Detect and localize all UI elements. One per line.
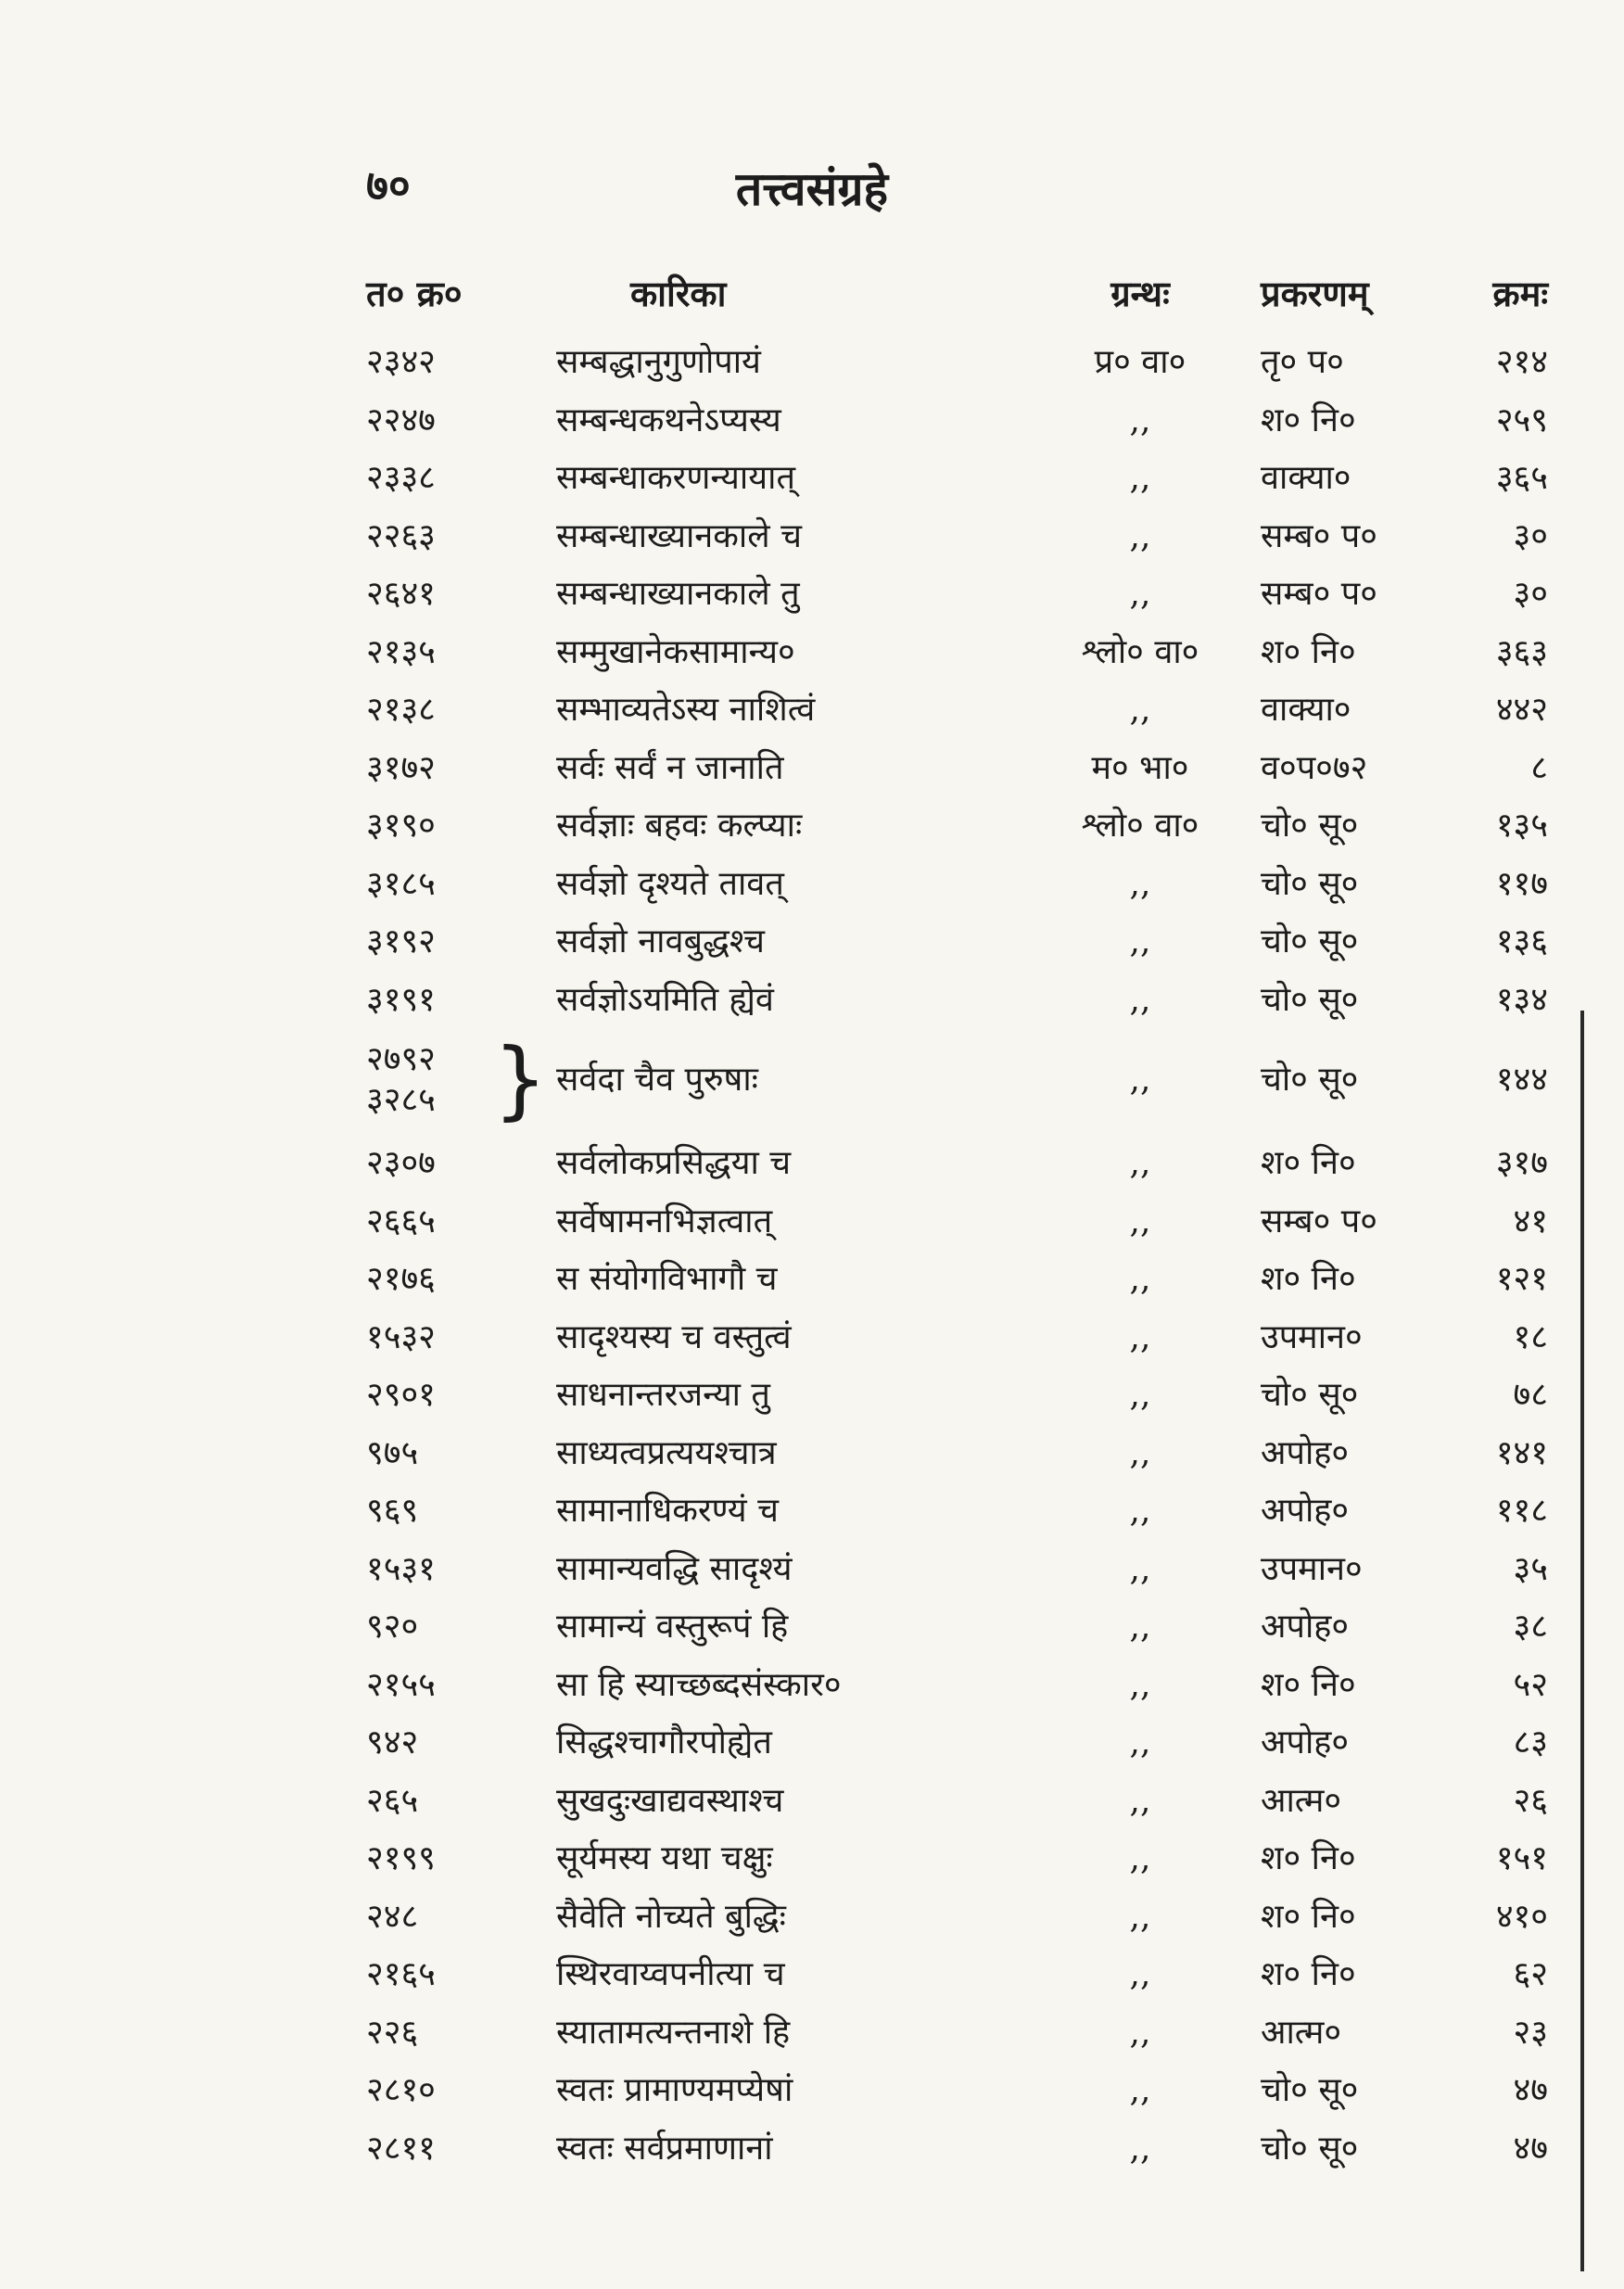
row-prakarana: वाक्या० bbox=[1261, 459, 1351, 497]
row-krama: ३१७ bbox=[1495, 1144, 1548, 1182]
table-row bbox=[0, 797, 1624, 855]
row-grantha: ,, bbox=[1129, 1061, 1151, 1099]
row-karika: सामानाधिकरण्यं च bbox=[556, 1492, 779, 1530]
row-prakarana: आत्म० bbox=[1261, 2013, 1342, 2052]
row-grantha: ,, bbox=[1129, 516, 1151, 555]
row-grantha: प्र० वा० bbox=[1094, 343, 1186, 381]
row-krama: २५९ bbox=[1495, 401, 1548, 439]
table-row bbox=[0, 392, 1624, 450]
row-number: २१९९ bbox=[366, 1839, 436, 1877]
row-karika: सम्बद्धानुगुणोपायं bbox=[556, 343, 761, 381]
table-row bbox=[0, 566, 1624, 623]
table-row bbox=[0, 913, 1624, 971]
row-number: ३१९२ bbox=[366, 922, 436, 960]
row-grantha: ,, bbox=[1129, 2129, 1151, 2168]
row-karika: सम्मुखानेकसामान्य० bbox=[556, 632, 795, 671]
row-number: ९६९ bbox=[366, 1492, 419, 1530]
row-grantha: ,, bbox=[1129, 1376, 1151, 1414]
row-number: २९०१ bbox=[366, 1376, 436, 1414]
header-prakarana: प्रकरणम् bbox=[1261, 273, 1369, 314]
table-row bbox=[0, 1482, 1624, 1540]
row-karika: सामान्यं वस्तुरूपं हि bbox=[556, 1608, 789, 1646]
row-karika: सम्बन्धाख्यानकाले तु bbox=[556, 575, 800, 613]
row-grantha: श्लो० वा० bbox=[1081, 807, 1199, 845]
row-prakarana: चो० सू० bbox=[1261, 2071, 1359, 2109]
table-row bbox=[0, 1830, 1624, 1888]
row-prakarana: चो० सू० bbox=[1261, 922, 1359, 960]
table-row bbox=[0, 2004, 1624, 2062]
row-grantha: ,, bbox=[1129, 1955, 1151, 1993]
row-number: २१५५ bbox=[366, 1665, 436, 1704]
row-number: २२६३ bbox=[366, 516, 436, 555]
row-number: २१६५ bbox=[366, 1955, 436, 1993]
table-row bbox=[0, 1657, 1624, 1714]
row-prakarana: श० नि० bbox=[1261, 401, 1356, 439]
row-karika: सम्बन्धाख्यानकाले च bbox=[556, 516, 802, 555]
row-prakarana: चो० सू० bbox=[1261, 807, 1359, 845]
table-row bbox=[0, 2062, 1624, 2119]
row-number: ३१९० bbox=[366, 807, 436, 845]
row-number: २३३८ bbox=[366, 459, 436, 497]
row-karika: सर्वज्ञो नावबुद्धश्च bbox=[556, 922, 765, 960]
row-grantha: म० भा० bbox=[1091, 748, 1189, 787]
row-karika: स्वतः सर्वप्रमाणानां bbox=[556, 2129, 773, 2168]
row-prakarana: उपमान० bbox=[1261, 1317, 1363, 1356]
table-row bbox=[0, 1946, 1624, 2003]
table-row bbox=[0, 1888, 1624, 1946]
row-number: २२६ bbox=[366, 2013, 419, 2052]
table-row bbox=[0, 624, 1624, 681]
row-grantha: ,, bbox=[1129, 864, 1151, 903]
row-number: २८१० bbox=[366, 2071, 436, 2109]
row-prakarana: उपमान० bbox=[1261, 1549, 1363, 1588]
row-karika: स्थिरवाय्वपनीत्या च bbox=[556, 1955, 785, 1993]
row-number: २२४७ bbox=[366, 401, 436, 439]
row-krama: १८ bbox=[1513, 1317, 1548, 1356]
row-krama: ११७ bbox=[1495, 864, 1548, 903]
row-krama: ४१० bbox=[1495, 1897, 1548, 1936]
row-krama: ३६५ bbox=[1495, 459, 1548, 497]
row-karika: सर्वज्ञोऽयमिति ह्येवं bbox=[556, 980, 774, 1019]
row-prakarana: श० नि० bbox=[1261, 1260, 1356, 1298]
table-row bbox=[0, 1541, 1624, 1598]
row-prakarana: तृ० प० bbox=[1261, 343, 1344, 381]
row-krama: १३४ bbox=[1495, 980, 1548, 1019]
row-krama: १४१ bbox=[1495, 1433, 1548, 1472]
table-row bbox=[0, 1773, 1624, 1830]
table-row bbox=[0, 856, 1624, 913]
row-number: २६४१ bbox=[366, 575, 436, 613]
header-grantha: ग्रन्थः bbox=[1110, 273, 1170, 314]
row-krama: २३ bbox=[1513, 2013, 1548, 2052]
table-header bbox=[0, 269, 1624, 324]
table-row bbox=[0, 1309, 1624, 1367]
row-karika: स्वतः प्रामाण्यमप्येषां bbox=[556, 2071, 793, 2109]
table-row bbox=[0, 1598, 1624, 1656]
row-prakarana: चो० सू० bbox=[1261, 864, 1359, 903]
row-prakarana: चो० सू० bbox=[1261, 1376, 1359, 1414]
row-krama: ४४२ bbox=[1495, 691, 1548, 729]
row-karika: साधनान्तरजन्या तु bbox=[556, 1376, 770, 1414]
row-krama: ४१ bbox=[1513, 1202, 1548, 1240]
row-karika: सर्वः सर्वं न जानाति bbox=[556, 748, 784, 787]
row-grantha: ,, bbox=[1129, 922, 1151, 960]
row-prakarana: अपोह० bbox=[1261, 1723, 1350, 1761]
table-row bbox=[0, 1135, 1624, 1192]
row-krama: ८ bbox=[1530, 748, 1548, 787]
row-number: ९४२ bbox=[366, 1723, 419, 1761]
row-karika: सर्वज्ञो दृश्यते तावत् bbox=[556, 864, 784, 903]
table-row bbox=[0, 681, 1624, 739]
row-prakarana: व०प०७२ bbox=[1261, 748, 1368, 787]
row-prakarana: सम्ब० प० bbox=[1261, 1202, 1377, 1240]
row-grantha: ,, bbox=[1129, 1665, 1151, 1704]
row-karika: सिद्धश्चागौरपोह्येत bbox=[556, 1723, 772, 1761]
row-prakarana: चो० सू० bbox=[1261, 980, 1359, 1019]
table-row bbox=[0, 1251, 1624, 1308]
row-number: २१३८ bbox=[366, 691, 436, 729]
header-karika: कारिका bbox=[630, 273, 727, 314]
row-prakarana: श० नि० bbox=[1261, 1839, 1356, 1877]
row-krama: ८३ bbox=[1513, 1723, 1548, 1761]
row-number bbox=[366, 1029, 514, 1121]
row-karika: सर्वलोकप्रसिद्धया च bbox=[556, 1144, 792, 1182]
row-karika: स संयोगविभागौ च bbox=[556, 1260, 778, 1298]
row-krama: १३५ bbox=[1495, 807, 1548, 845]
table-row bbox=[0, 1714, 1624, 1772]
row-grantha: ,, bbox=[1129, 2071, 1151, 2109]
row-grantha: ,, bbox=[1129, 1839, 1151, 1877]
row-prakarana: श० नि० bbox=[1261, 1955, 1356, 1993]
row-krama: ४७ bbox=[1513, 2129, 1548, 2168]
row-number: २६५ bbox=[366, 1781, 419, 1820]
row-grantha: ,, bbox=[1129, 575, 1151, 613]
row-karika: स्यातामत्यन्तनाशे हि bbox=[556, 2013, 791, 2052]
row-grantha: ,, bbox=[1129, 691, 1151, 729]
table-row bbox=[0, 1425, 1624, 1482]
row-number: १५३१ bbox=[366, 1549, 436, 1588]
row-number-second: ३२८५ bbox=[366, 1081, 436, 1119]
row-grantha: ,, bbox=[1129, 1260, 1151, 1298]
table-row bbox=[0, 1029, 1624, 1131]
row-prakarana: श० नि० bbox=[1261, 632, 1356, 671]
row-grantha: ,, bbox=[1129, 1202, 1151, 1240]
header-number: त० क्र० bbox=[366, 273, 463, 314]
row-krama: ७८ bbox=[1513, 1376, 1548, 1414]
table-row bbox=[0, 1193, 1624, 1251]
row-grantha: श्लो० वा० bbox=[1081, 632, 1199, 671]
row-krama: ११८ bbox=[1495, 1492, 1548, 1530]
row-krama: १३६ bbox=[1495, 922, 1548, 960]
table-row bbox=[0, 1367, 1624, 1424]
row-prakarana: श० नि० bbox=[1261, 1897, 1356, 1936]
page-number: ७० bbox=[366, 160, 411, 210]
row-krama: ३५ bbox=[1513, 1549, 1548, 1588]
row-number: ९७५ bbox=[366, 1433, 419, 1472]
row-karika: सम्बन्धाकरणन्यायात् bbox=[556, 459, 795, 497]
row-prakarana: चो० सू० bbox=[1261, 2129, 1359, 2168]
row-number: २४८ bbox=[366, 1897, 419, 1936]
brace-icon: } bbox=[493, 1030, 548, 1129]
row-karika: सम्बन्धकथनेऽप्यस्य bbox=[556, 401, 781, 439]
row-prakarana: आत्म० bbox=[1261, 1781, 1342, 1820]
row-prakarana: अपोह० bbox=[1261, 1433, 1350, 1472]
row-grantha: ,, bbox=[1129, 1492, 1151, 1530]
row-krama: ३० bbox=[1513, 575, 1548, 613]
row-karika: सा हि स्याच्छब्दसंस्कार० bbox=[556, 1665, 842, 1704]
row-number: १५३२ bbox=[366, 1317, 436, 1356]
row-number: ३१९१ bbox=[366, 980, 436, 1019]
row-number: २६६५ bbox=[366, 1202, 436, 1240]
table-row bbox=[0, 450, 1624, 507]
row-krama: ६२ bbox=[1513, 1955, 1548, 1993]
row-krama: ५२ bbox=[1513, 1665, 1548, 1704]
row-number: ३१७२ bbox=[366, 748, 436, 787]
row-grantha: ,, bbox=[1129, 1317, 1151, 1356]
row-krama: १२१ bbox=[1495, 1260, 1548, 1298]
row-grantha: ,, bbox=[1129, 2013, 1151, 2052]
row-karika: साध्यत्वप्रत्ययश्चात्र bbox=[556, 1433, 777, 1472]
row-number: २१७६ bbox=[366, 1260, 436, 1298]
table-row bbox=[0, 334, 1624, 391]
page-title: तत्त्वसंग्रहे bbox=[735, 161, 889, 216]
row-krama: ३० bbox=[1513, 516, 1548, 555]
row-grantha: ,, bbox=[1129, 1897, 1151, 1936]
table-row bbox=[0, 508, 1624, 566]
row-grantha: ,, bbox=[1129, 401, 1151, 439]
row-number: २८११ bbox=[366, 2129, 436, 2168]
row-karika: सम्भाव्यतेऽस्य नाशित्वं bbox=[556, 691, 816, 729]
row-karika: सर्वदा चैव पुरुषाः bbox=[556, 1061, 758, 1099]
row-number: २३४२ bbox=[366, 343, 436, 381]
row-grantha: ,, bbox=[1129, 1608, 1151, 1646]
row-prakarana: सम्ब० प० bbox=[1261, 516, 1377, 555]
row-karika: सूर्यमस्य यथा चक्षुः bbox=[556, 1839, 773, 1877]
row-krama: २१४ bbox=[1495, 343, 1548, 381]
row-number: २३०७ bbox=[366, 1144, 436, 1182]
row-karika: सर्वेषामनभिज्ञत्वात् bbox=[556, 1202, 773, 1240]
row-prakarana: चो० सू० bbox=[1261, 1061, 1359, 1099]
row-karika: सर्वज्ञाः बहवः कल्प्याः bbox=[556, 807, 803, 845]
row-krama: २६ bbox=[1513, 1781, 1548, 1820]
row-number: ३१८५ bbox=[366, 864, 436, 903]
margin-line bbox=[1580, 1011, 1584, 2271]
row-number: ९२० bbox=[366, 1608, 419, 1646]
row-prakarana: वाक्या० bbox=[1261, 691, 1351, 729]
row-prakarana: श० नि० bbox=[1261, 1665, 1356, 1704]
row-prakarana: सम्ब० प० bbox=[1261, 575, 1377, 613]
row-karika: सादृश्यस्य च वस्तुत्वं bbox=[556, 1317, 792, 1356]
row-karika: सैवेति नोच्यते बुद्धिः bbox=[556, 1897, 786, 1936]
row-krama: १५१ bbox=[1495, 1839, 1548, 1877]
row-grantha: ,, bbox=[1129, 1144, 1151, 1182]
row-grantha: ,, bbox=[1129, 1781, 1151, 1820]
row-krama: ३८ bbox=[1513, 1608, 1548, 1646]
row-number: २१३५ bbox=[366, 632, 436, 671]
row-prakarana: अपोह० bbox=[1261, 1492, 1350, 1530]
row-number-first: २७९२ bbox=[366, 1040, 436, 1078]
row-grantha: ,, bbox=[1129, 1549, 1151, 1588]
row-krama: १४४ bbox=[1495, 1061, 1548, 1099]
row-krama: ४७ bbox=[1513, 2071, 1548, 2109]
row-grantha: ,, bbox=[1129, 980, 1151, 1019]
header-krama: क्रमः bbox=[1492, 273, 1548, 314]
row-prakarana: श० नि० bbox=[1261, 1144, 1356, 1182]
row-karika: सुखदुःखाद्यवस्थाश्च bbox=[556, 1781, 784, 1820]
row-grantha: ,, bbox=[1129, 1433, 1151, 1472]
row-grantha: ,, bbox=[1129, 459, 1151, 497]
row-grantha: ,, bbox=[1129, 1723, 1151, 1761]
row-karika: सामान्यवद्धि सादृश्यं bbox=[556, 1549, 793, 1588]
row-krama: ३६३ bbox=[1495, 632, 1548, 671]
row-prakarana: अपोह० bbox=[1261, 1608, 1350, 1646]
table-row bbox=[0, 740, 1624, 797]
table-row bbox=[0, 972, 1624, 1029]
table-row bbox=[0, 2120, 1624, 2178]
